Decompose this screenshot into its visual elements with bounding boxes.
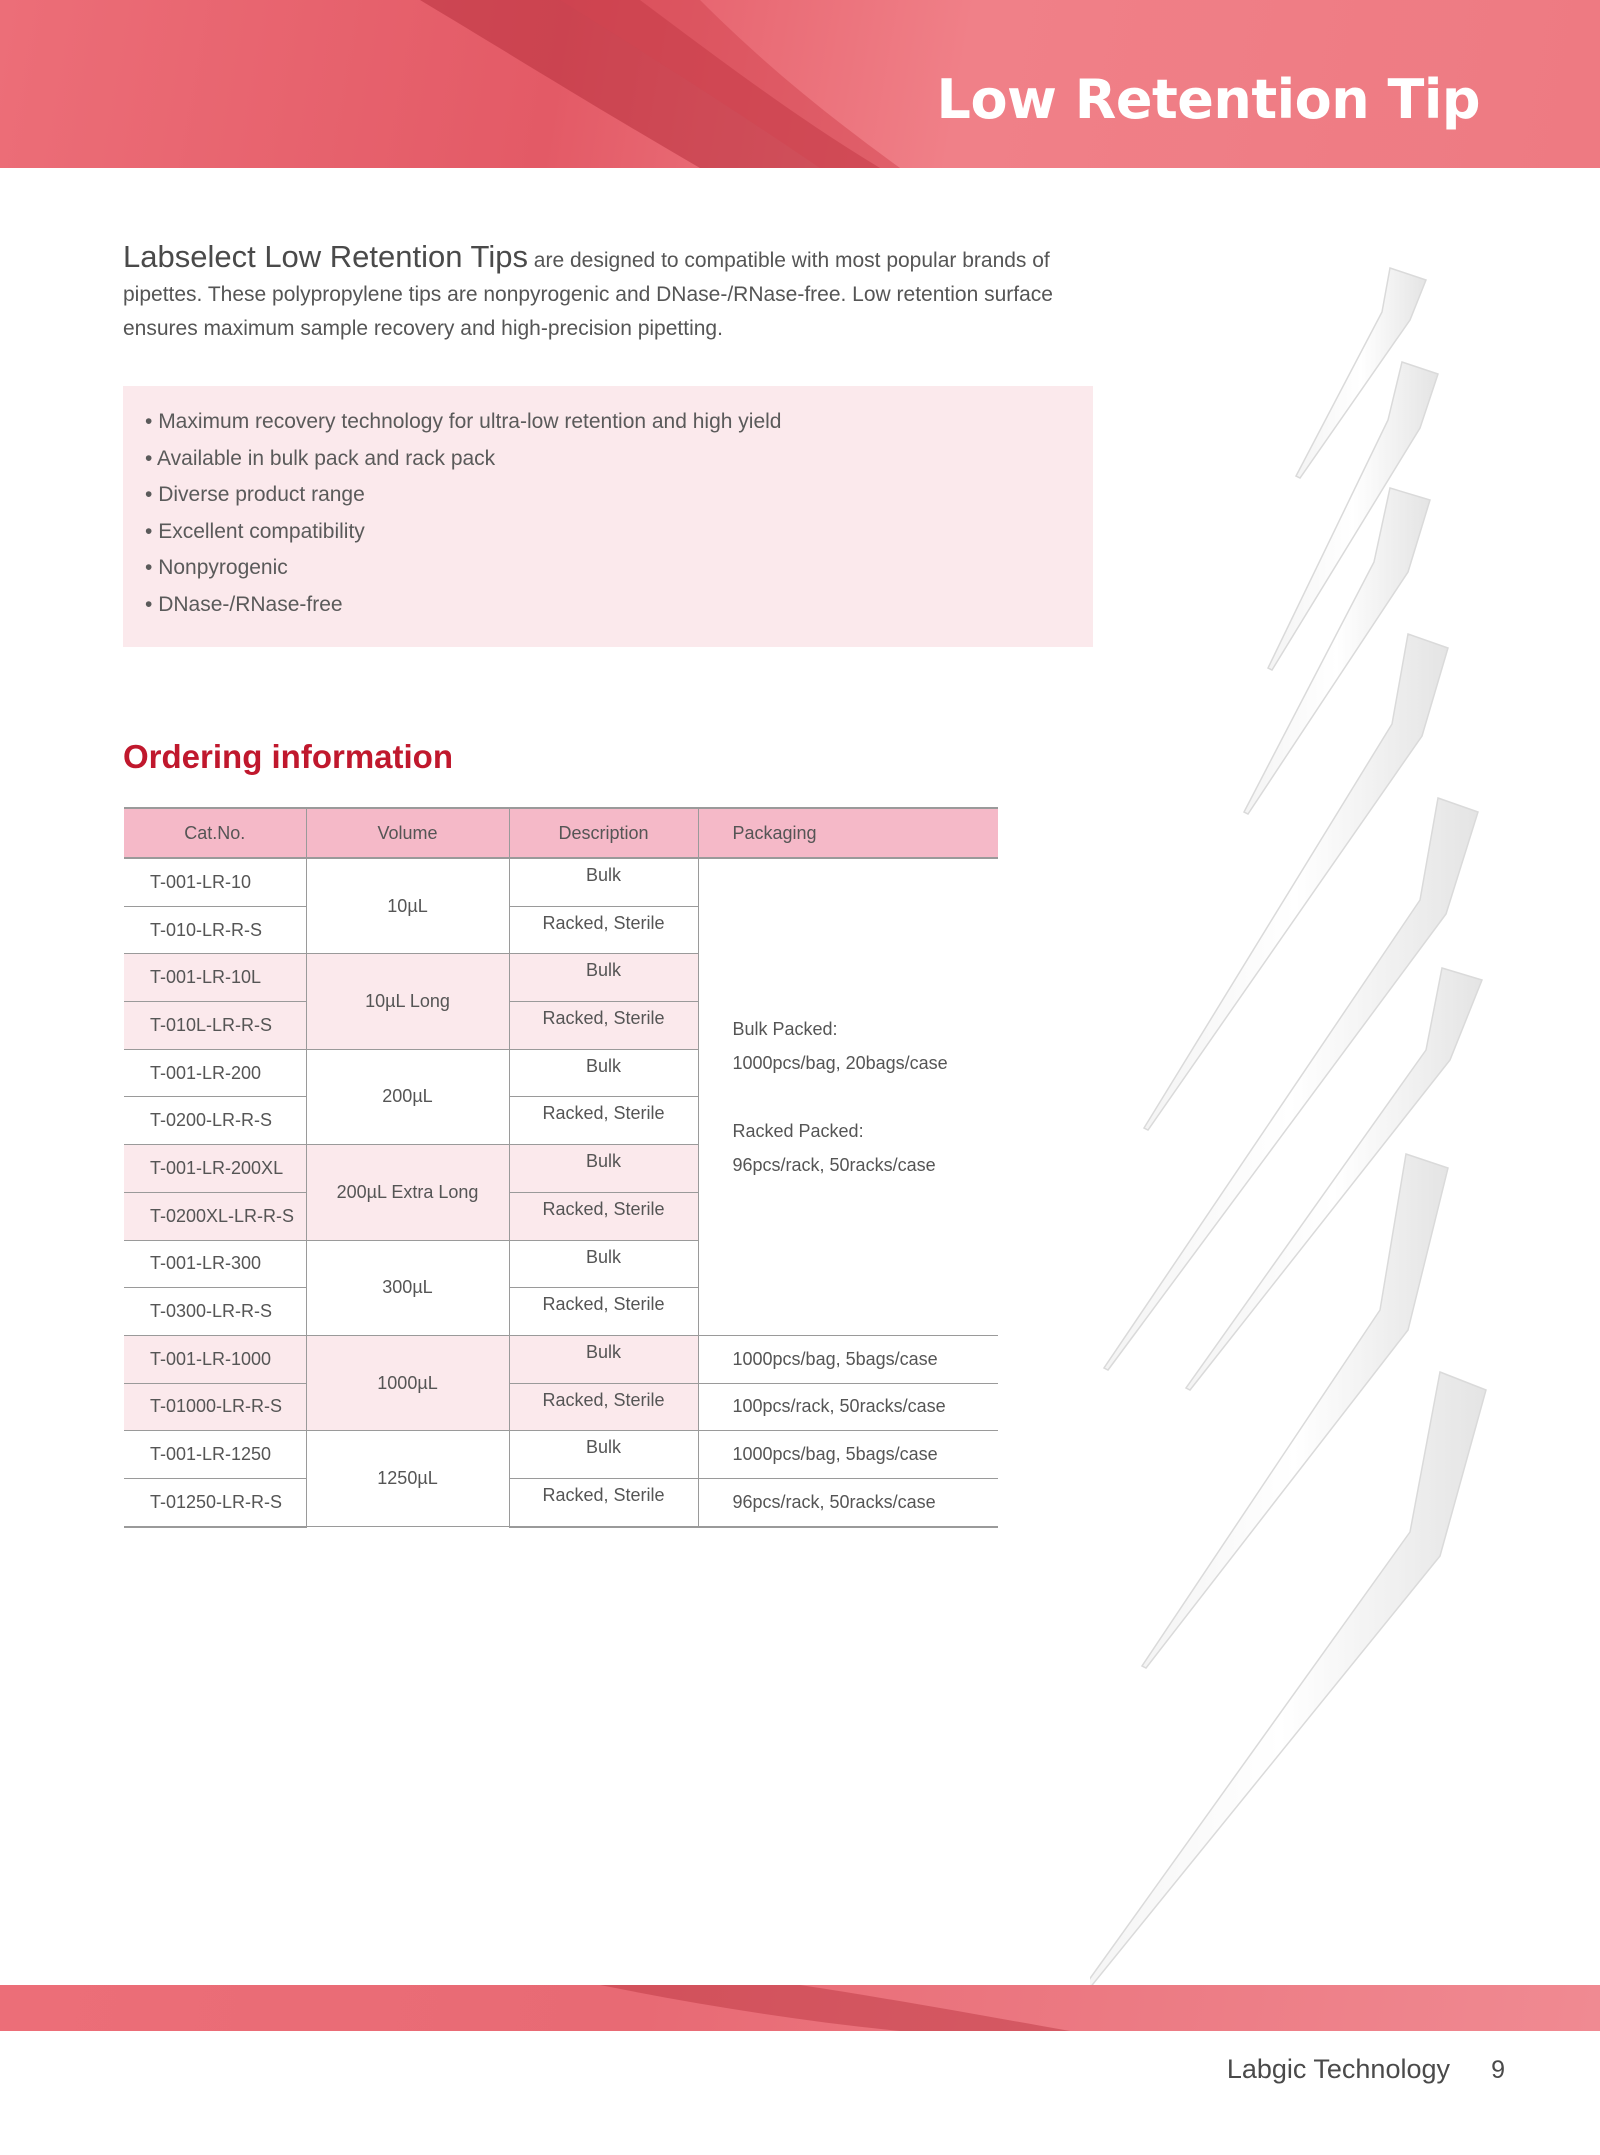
feature-item: • Excellent compatibility [145, 514, 1093, 551]
section-title: Ordering information [123, 738, 453, 775]
packaging: 1000pcs/bag, 5bags/case [698, 1335, 998, 1383]
cat-no: T-0200-LR-R-S [124, 1097, 306, 1145]
description: Racked, Sterile [509, 1478, 698, 1526]
racked-packed-value: 96pcs/rack, 50racks/case [732, 1154, 936, 1175]
packaging: 96pcs/rack, 50racks/case [698, 1478, 998, 1526]
tip-shape [1144, 634, 1448, 1130]
cat-no: T-010-LR-R-S [124, 906, 306, 954]
volume: 10µL Long [306, 954, 509, 1049]
feature-item: • Nonpyrogenic [145, 550, 1093, 587]
header-band [0, 0, 1600, 168]
cat-no: T-001-LR-1000 [124, 1335, 306, 1383]
cat-no: T-01000-LR-R-S [124, 1383, 306, 1431]
table-row [124, 1335, 998, 1383]
intro-body: are designed to compatible with most popular brands of pipettes. These polypropylene tips are nonpyrogenic and DNase-/RNase-free. Low retention surface ensures maximum sample recovery and high-precision pipetting. [123, 249, 1053, 340]
cat-no: T-001-LR-1250 [124, 1431, 306, 1479]
bulk-packed-value: 1000pcs/bag, 20bags/case [732, 1052, 948, 1073]
description: Bulk [509, 1240, 698, 1288]
description: Racked, Sterile [509, 1002, 698, 1050]
cat-no: T-0200XL-LR-R-S [124, 1192, 306, 1240]
cat-no: T-001-LR-200 [124, 1049, 306, 1097]
footer-brand: Labgic Technology [1226, 2054, 1450, 2084]
page-number: 9 [1491, 2056, 1505, 2084]
table-row [124, 1383, 998, 1431]
page-title: Low Retention Tip [936, 68, 1480, 131]
description: Racked, Sterile [509, 1192, 698, 1240]
description: Bulk [509, 1431, 698, 1479]
cat-no: T-0300-LR-R-S [124, 1288, 306, 1336]
table-row [124, 858, 998, 906]
cat-no: T-001-LR-300 [124, 1240, 306, 1288]
description: Bulk [509, 1335, 698, 1383]
table-row [124, 1478, 998, 1526]
description: Bulk [509, 1049, 698, 1097]
feature-list [123, 386, 1093, 624]
packaging: 100pcs/rack, 50racks/case [698, 1383, 998, 1431]
column-header-description: Description [509, 808, 698, 858]
feature-item: • Available in bulk pack and rack pack [145, 441, 1093, 478]
intro-lead: Labselect Low Retention Tips [123, 239, 528, 274]
column-header-packaging: Packaging [698, 808, 998, 858]
feature-item: • DNase-/RNase-free [145, 587, 1093, 624]
feature-item: • Maximum recovery technology for ultra-low retention and high yield [145, 404, 1093, 441]
table-header-row [124, 808, 998, 858]
footer-band [0, 1985, 1600, 2031]
volume: 200µL [306, 1049, 509, 1144]
volume: 1000µL [306, 1335, 509, 1430]
column-header-cat: Cat.No. [124, 808, 306, 858]
cat-no: T-010L-LR-R-S [124, 1002, 306, 1050]
racked-packed-label: Racked Packed: [732, 1120, 864, 1141]
description: Bulk [509, 954, 698, 1002]
description: Bulk [509, 858, 698, 906]
pipette-tips-illustration [1090, 250, 1510, 2010]
cat-no: T-001-LR-200XL [124, 1145, 306, 1193]
volume: 10µL [306, 858, 509, 954]
cat-no: T-001-LR-10 [124, 858, 306, 906]
volume: 200µL Extra Long [306, 1145, 509, 1240]
description: Racked, Sterile [509, 1097, 698, 1145]
footer-ribbon-decoration [0, 1985, 1600, 2031]
description: Racked, Sterile [509, 906, 698, 954]
feature-box [123, 386, 1093, 647]
volume: 300µL [306, 1240, 509, 1335]
intro-paragraph [123, 240, 1103, 346]
cat-no: T-001-LR-10L [124, 954, 306, 1002]
column-header-volume: Volume [306, 808, 509, 858]
packaging-merged [698, 858, 998, 1335]
table-row [124, 1431, 998, 1479]
description: Racked, Sterile [509, 1288, 698, 1336]
cat-no: T-01250-LR-R-S [124, 1478, 306, 1526]
ordering-table [124, 807, 998, 1528]
description: Bulk [509, 1145, 698, 1193]
bulk-packed-label: Bulk Packed: [732, 1018, 838, 1039]
description: Racked, Sterile [509, 1383, 698, 1431]
volume: 1250µL [306, 1431, 509, 1527]
feature-item: • Diverse product range [145, 477, 1093, 514]
packaging: 1000pcs/bag, 5bags/case [698, 1431, 998, 1479]
